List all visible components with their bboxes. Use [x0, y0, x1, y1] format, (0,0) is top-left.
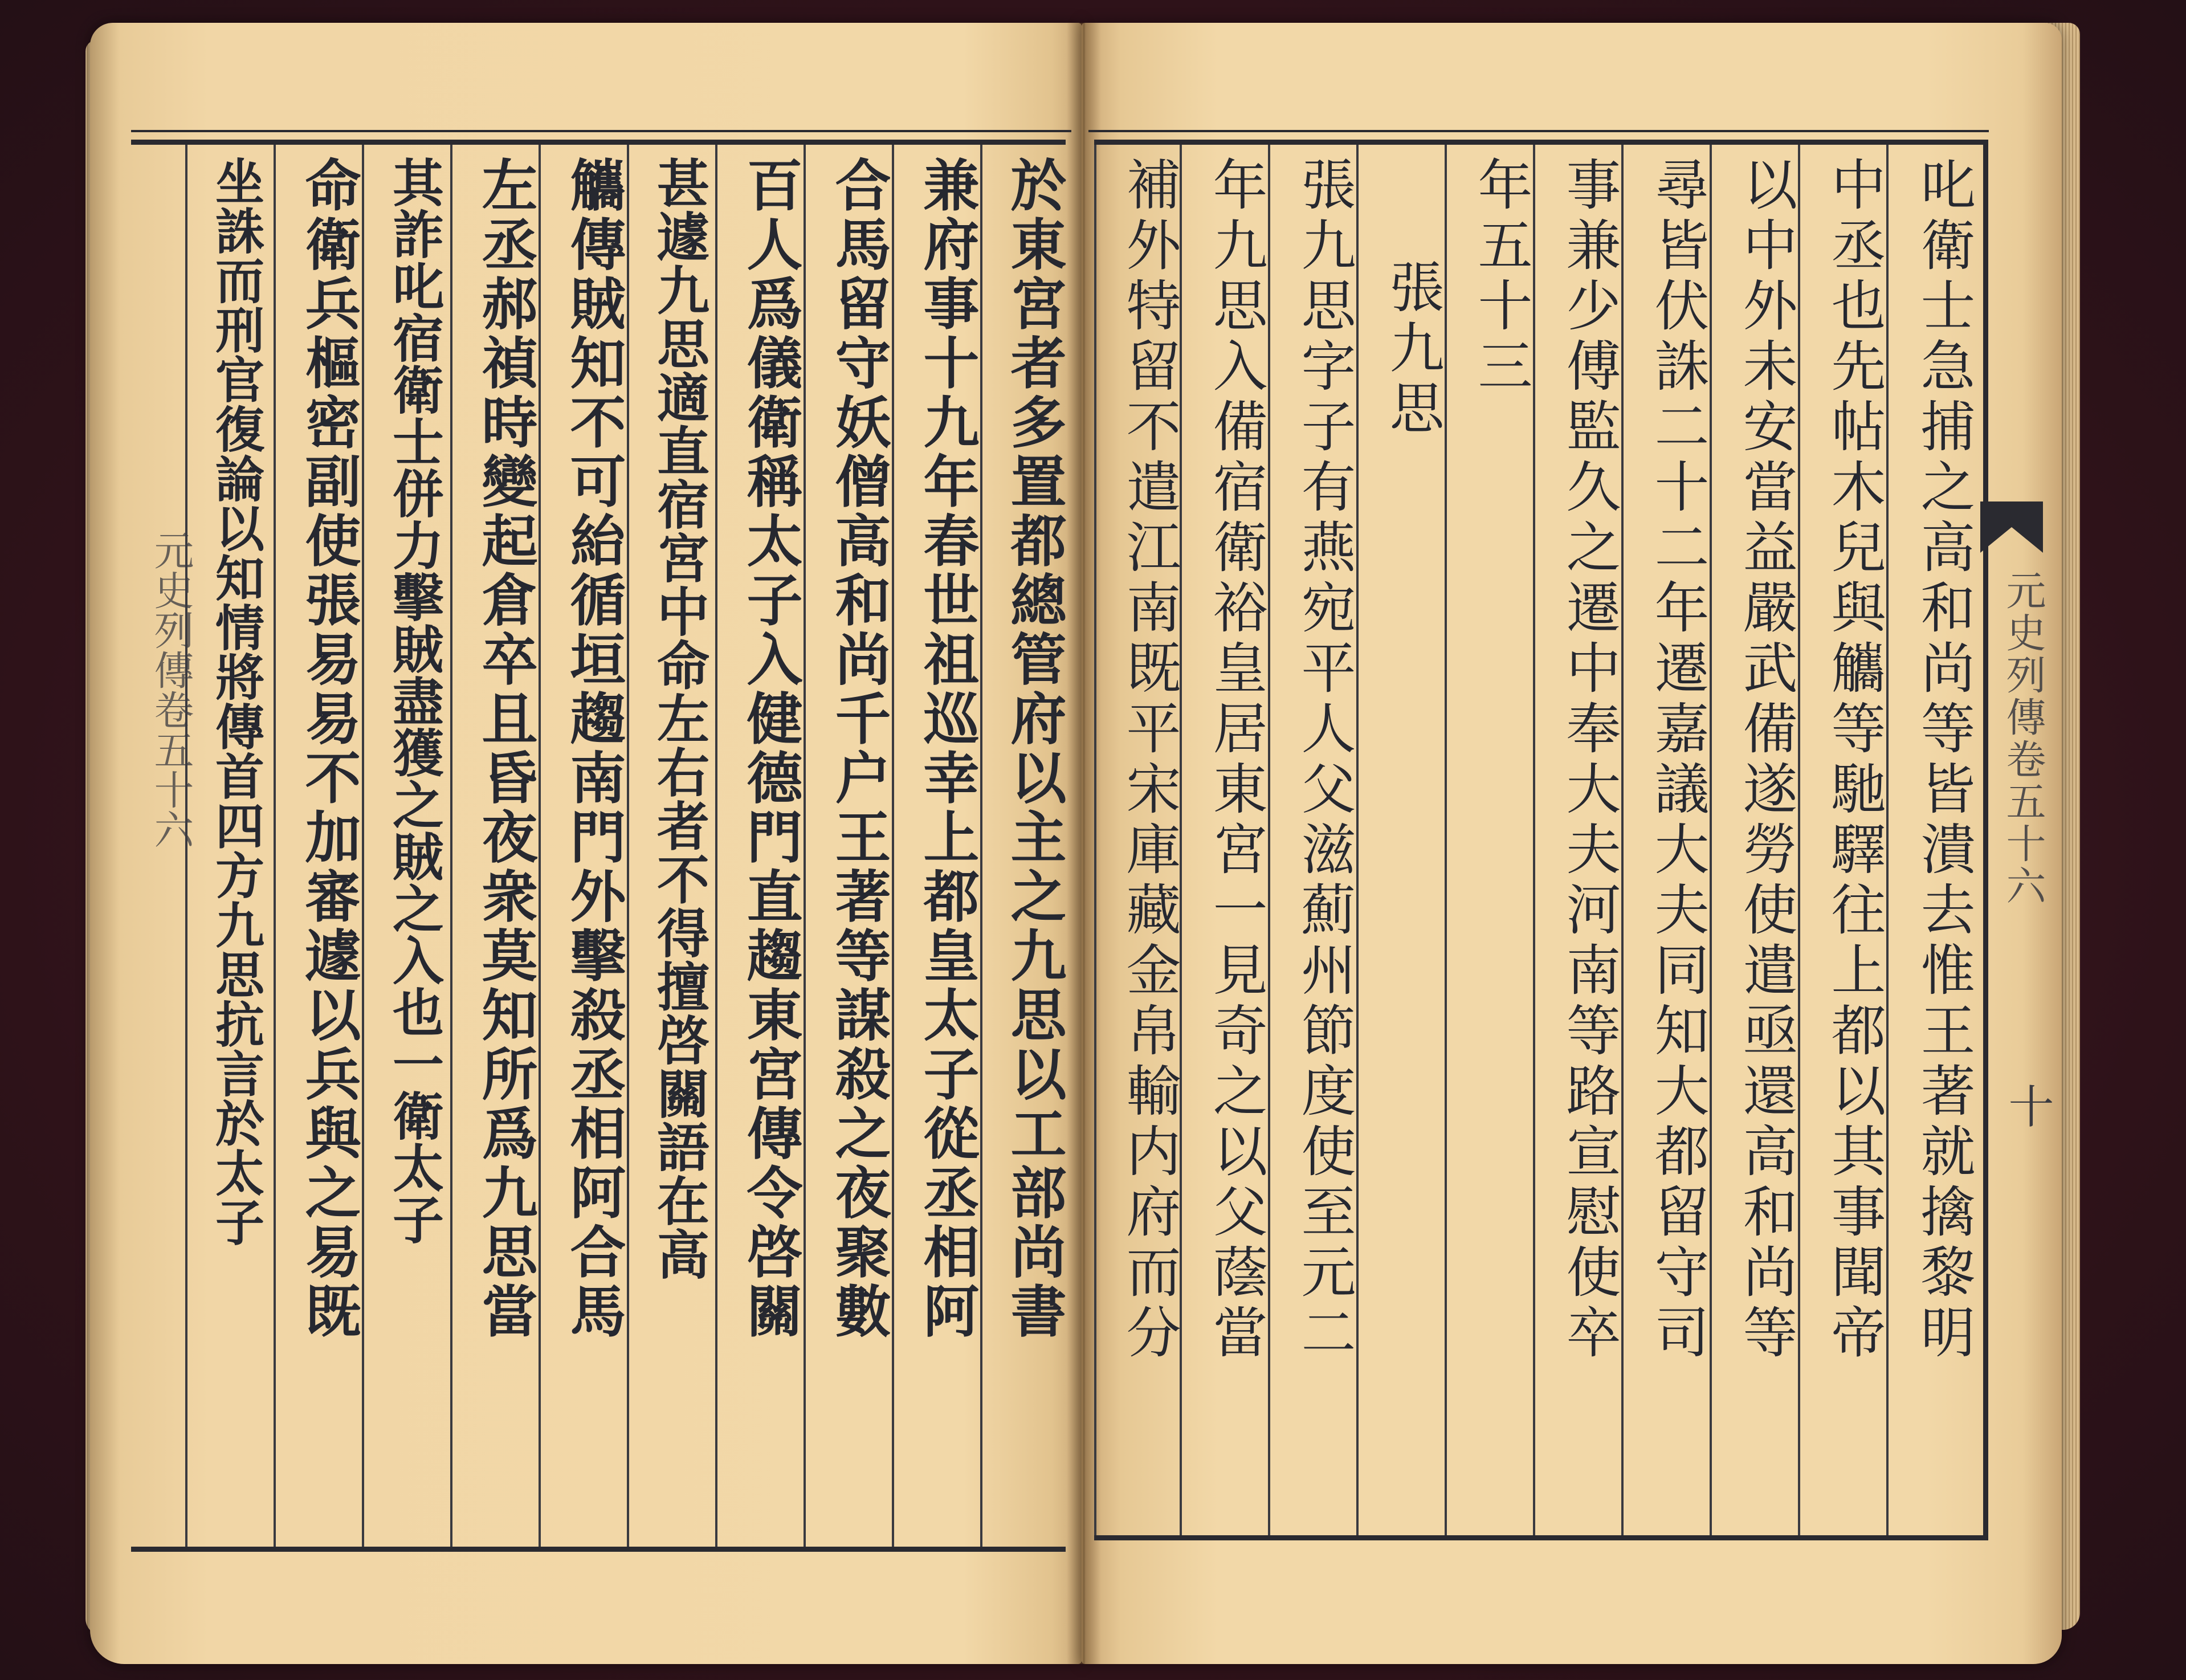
left-column-9-text: 命衛兵樞密副使張易易不加審遽以兵與之易既 [296, 156, 361, 1341]
right-column-7 [1356, 145, 1447, 1535]
left-column-4 [715, 145, 806, 1547]
right-margin-page-number: 十 [2001, 1083, 2054, 1128]
right-column-10-text: 補外特留不遣江南既平宋庫藏金帛輸内府而分 [1119, 156, 1180, 1364]
right-column-3-text: 以中外未安當益嚴武備遂勞使遣亟還高和尚等 [1735, 156, 1796, 1364]
right-frame-top-rule [1088, 130, 1989, 132]
right-column-2 [1798, 145, 1889, 1535]
right-column-10 [1094, 145, 1182, 1535]
left-column-9 [274, 145, 364, 1547]
right-column-9-text: 年九思入備宿衛裕皇居東宮一見奇之以父蔭當 [1205, 156, 1266, 1364]
right-column-5 [1533, 145, 1624, 1535]
right-page-frame [1094, 140, 1988, 1540]
right-margin-title: 元史列傳卷五十六 [2000, 570, 2046, 907]
left-column-4-text: 百人爲儀衛稱太子入健德門直趨東宮傳令啓關 [737, 156, 803, 1341]
right-column-3 [1710, 145, 1800, 1535]
left-column-1-text: 於東宮者多置都總管府以主之九思以工部尚書 [1001, 156, 1067, 1341]
right-column-4-text: 尋皆伏誅二十二年遷嘉議大夫同知大都留守司 [1647, 156, 1708, 1364]
left-column-3 [804, 145, 894, 1547]
right-column-4 [1621, 145, 1712, 1535]
left-column-2 [892, 145, 982, 1547]
left-column-3-text: 合馬留守妖僧高和尚千户王著等謀殺之夜聚數 [826, 156, 891, 1341]
right-column-6 [1445, 145, 1535, 1535]
right-column-8-text: 張九思字子有燕宛平人父滋薊州節度使至元二 [1294, 156, 1355, 1364]
left-margin-title: 元史列傳卷五十六 [148, 530, 194, 849]
left-frame-top-rule [131, 130, 1071, 132]
right-column-6-text: 年五十三 [1470, 156, 1531, 398]
left-column-8 [362, 145, 452, 1547]
left-column-2-text: 兼府事十九年春世祖巡幸上都皇太子從丞相阿 [914, 156, 980, 1341]
right-column-8 [1268, 145, 1359, 1535]
left-column-10-text: 坐誅而刑官復論以知情將傳首四方九思抗言於太子 [207, 156, 264, 1247]
left-column-5-text: 甚遽九思適直宿宮中命左右者不得擅啓關語在高 [649, 156, 710, 1281]
left-column-6-text: 觿傳賊知不可紿循垣趨南門外擊殺丞相阿合馬 [561, 156, 626, 1341]
left-column-7-text: 左丞郝禎時變起倉卒且昏夜衆莫知所爲九思當 [472, 156, 538, 1341]
left-column-5 [627, 145, 717, 1547]
left-page-frame [131, 140, 1066, 1552]
right-column-9 [1180, 145, 1270, 1535]
left-column-6 [539, 145, 629, 1547]
right-column-7-text: 張九思 [1382, 259, 1443, 440]
right-column-1-text: 叱衛士急捕之高和尚等皆潰去惟王著就擒黎明 [1913, 156, 1974, 1364]
right-column-5-text: 事兼少傅監久之遷中奉大夫河南等路宣慰使卒 [1559, 156, 1620, 1364]
right-column-1 [1886, 145, 1980, 1535]
left-column-1 [980, 145, 1068, 1547]
left-column-8-text: 其詐叱宿衛士併力擊賊盡獲之賊之入也一衛太子 [384, 156, 444, 1245]
left-column-7 [450, 145, 541, 1547]
fishtail-marker-icon [1980, 501, 2043, 553]
right-column-2-text: 中丞也先帖木兒與觿等馳驛往上都以其事聞帝 [1824, 156, 1885, 1364]
